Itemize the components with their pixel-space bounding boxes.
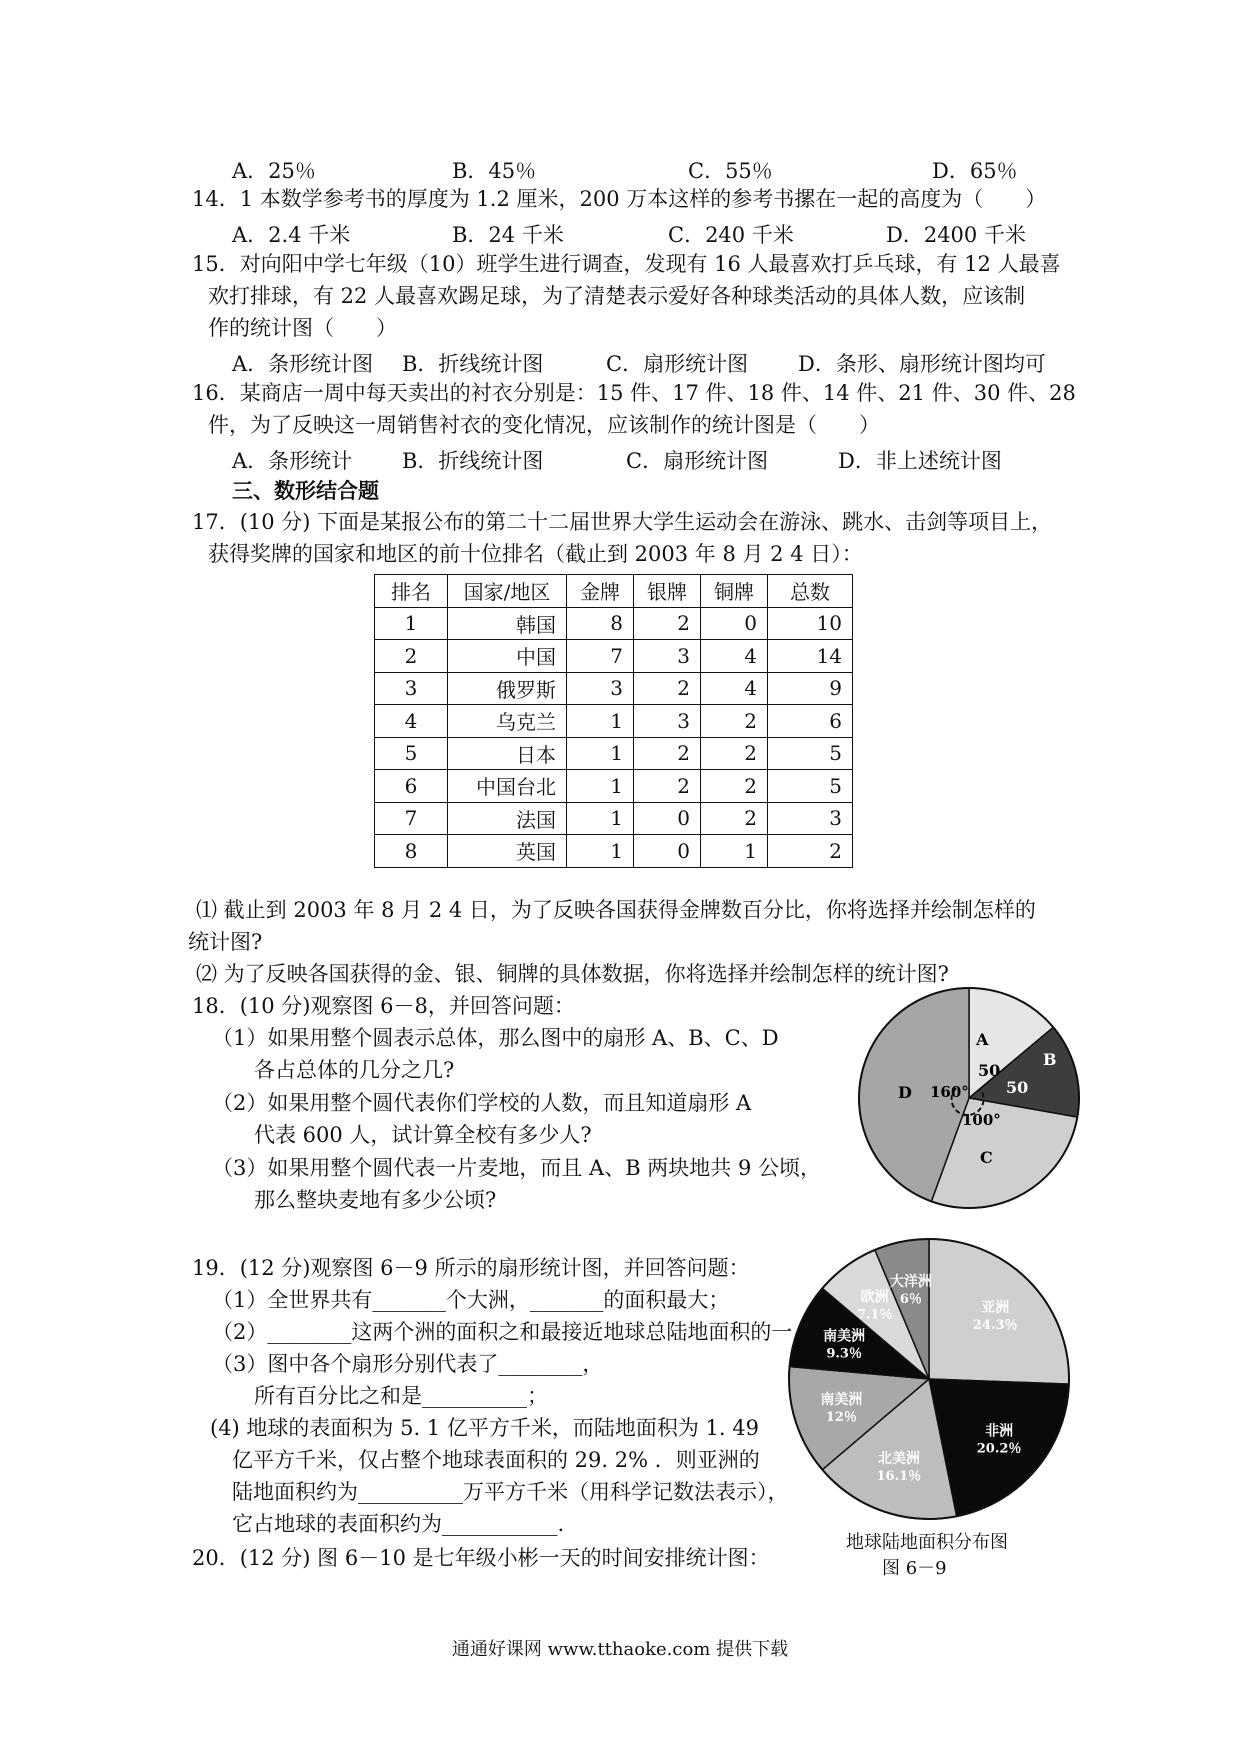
slice-value-label: 24.3％ — [972, 1318, 1018, 1334]
q19-sub2: （2）________这两个洲的面积之和最接近地球总陆地面积的一 — [212, 1320, 793, 1344]
section3-title: 三、数形结合题 — [232, 478, 379, 503]
slice-label: 欧洲 — [860, 1289, 889, 1306]
table-row — [375, 640, 853, 673]
table-cell: 6 — [768, 705, 853, 738]
table-cell: 3 — [768, 802, 853, 835]
q19-sub4-line1: (4) 地球的表面积为 5. 1 亿平方千米，而陆地面积为 1. 49 — [210, 1416, 759, 1440]
table-cell: 2 — [634, 672, 701, 705]
q19-sub4-line3: 陆地面积约为__________万平方千米（用科学记数法表示）， — [232, 1480, 789, 1504]
country-cell: 俄罗斯 — [448, 672, 567, 705]
table-cell: 3 — [375, 672, 448, 705]
slice-label-b: B — [1043, 1050, 1057, 1069]
table-row — [375, 835, 853, 868]
slice-label-d: D — [898, 1083, 912, 1102]
table-cell: 1 — [567, 705, 634, 738]
q19-sub3-line1: （3）图中各个扇形分别代表了________， — [212, 1352, 604, 1376]
slice-value-label: 9.3％ — [826, 1346, 862, 1362]
country-cell: 中国 — [448, 640, 567, 673]
table-cell: 7 — [375, 802, 448, 835]
q13-option-c: C．55％ — [688, 159, 773, 183]
slice-value-label: 20.2％ — [976, 1441, 1022, 1457]
country-cell: 乌克兰 — [448, 705, 567, 738]
table-cell: 1 — [567, 737, 634, 770]
q17-sub2: ⑵ 为了反映各国获得的金、银、铜牌的具体数据，你将选择并绘制怎样的统计图? — [196, 962, 949, 986]
table-row — [375, 770, 853, 803]
country-cell: 中国台北 — [448, 770, 567, 803]
table-cell: 2 — [701, 737, 768, 770]
q16-line1: 16．某商店一周中每天卖出的衬衣分别是：15 件、17 件、18 件、14 件、21 件、30 件、28 — [192, 381, 1076, 405]
q15-line2: 欢打排球，有 22 人最喜欢踢足球，为了清楚表示爱好各种球类活动的具体人数，应该制 — [208, 284, 1026, 308]
table-cell: 2 — [701, 705, 768, 738]
table-cell: 1 — [567, 802, 634, 835]
angle-label-b: 50 — [1006, 1078, 1029, 1097]
q16-option-c: C．扇形统计图 — [626, 449, 769, 473]
q18-sub2-line1: （2）如果用整个圆代表你们学校的人数，而且知道扇形 A — [212, 1091, 752, 1115]
q19-sub1: （1）全世界共有_______个大洲，_______的面积最大； — [212, 1288, 730, 1312]
q18-sub2-line2: 代表 600 人，试计算全校有多少人? — [254, 1123, 592, 1147]
q13-option-a: A．25％ — [232, 159, 316, 183]
q19-sub4-line2: 亿平方千米，仅占整个地球表面积的 29. 2% ．则亚洲的 — [232, 1448, 760, 1472]
angle-label-c: 100° — [962, 1111, 1001, 1129]
table-cell: 9 — [768, 672, 853, 705]
table-cell: 0 — [634, 802, 701, 835]
table-cell: 10 — [768, 607, 853, 640]
header-rank: 排名 — [375, 575, 448, 608]
q15-line3: 作的统计图（ ） — [208, 316, 397, 340]
table-cell: 0 — [701, 607, 768, 640]
table-cell: 2 — [375, 640, 448, 673]
table-cell: 3 — [634, 705, 701, 738]
table-cell: 2 — [634, 737, 701, 770]
q18-sub3-line2: 那么整块麦地有多少公顷? — [254, 1188, 497, 1212]
medal-table — [374, 574, 853, 868]
q15-option-c: C．扇形统计图 — [606, 352, 749, 376]
q14-option-d: D．2400 千米 — [886, 223, 1026, 247]
slice-label: 非洲 — [985, 1423, 1014, 1440]
q16-line2: 件，为了反映这一周销售衬衣的变化情况，应该制作的统计图是（ ） — [208, 413, 880, 437]
table-cell: 5 — [375, 737, 448, 770]
q18-stem: 18．(10 分)观察图 6－8，并回答问题： — [192, 994, 575, 1018]
q15-option-b: B．折线统计图 — [402, 352, 544, 376]
q17-line2: 获得奖牌的国家和地区的前十位排名（截止到 2003 年 8 月 2 4 日）： — [208, 542, 863, 566]
q15-line1: 15．对向阳中学七年级（10）班学生进行调查，发现有 16 人最喜欢打乒乓球，有 12 人最喜 — [192, 252, 1061, 276]
header-total: 总数 — [768, 575, 853, 608]
table-cell: 3 — [567, 672, 634, 705]
table-row — [375, 705, 853, 738]
q16-option-a: A．条形统计 — [232, 449, 353, 473]
q19-stem: 19．(12 分)观察图 6－9 所示的扇形统计图，并回答问题： — [192, 1256, 750, 1280]
header-bronze: 铜牌 — [701, 575, 768, 608]
table-cell: 1 — [567, 835, 634, 868]
footer-download-note: 通通好课网 www.tthaoke.com 提供下载 — [451, 1639, 789, 1660]
table-cell: 2 — [634, 770, 701, 803]
slice-label-c: C — [980, 1148, 993, 1167]
country-cell: 英国 — [448, 835, 567, 868]
figure-6-8-pie-chart — [856, 985, 1082, 1211]
q15-option-a: A．条形统计图 — [232, 352, 374, 376]
header-country: 国家/地区 — [448, 575, 567, 608]
table-cell: 2 — [768, 835, 853, 868]
table-cell: 4 — [701, 640, 768, 673]
table-cell: 1 — [567, 770, 634, 803]
q16-option-b: B．折线统计图 — [402, 449, 544, 473]
table-cell: 8 — [567, 607, 634, 640]
table-cell: 7 — [567, 640, 634, 673]
q19-sub4-line4: 它占地球的表面积约为___________. — [232, 1512, 565, 1536]
q18-sub1-line1: （1）如果用整个圆表示总体，那么图中的扇形 A、B、C、D — [212, 1026, 779, 1050]
slice-label: 南美洲 — [823, 1328, 866, 1345]
country-cell: 法国 — [448, 802, 567, 835]
q16-option-d: D．非上述统计图 — [838, 449, 1002, 473]
q20-stem: 20．(12 分) 图 6－10 是七年级小彬一天的时间安排统计图： — [192, 1546, 770, 1570]
q17-sub1-line2: 统计图? — [188, 930, 263, 954]
q14-stem: 14．1 本数学参考书的厚度为 1.2 厘米，200 万本这样的参考书摞在一起的高度为（ ） — [192, 187, 1047, 211]
header-silver: 银牌 — [634, 575, 701, 608]
table-cell: 2 — [701, 770, 768, 803]
figure-6-9-caption-title: 地球陆地面积分布图 — [846, 1532, 1008, 1553]
slice-value-label: 6％ — [899, 1291, 922, 1307]
table-cell: 5 — [768, 737, 853, 770]
table-cell: 3 — [634, 640, 701, 673]
q14-option-a: A．2.4 千米 — [232, 223, 351, 247]
q14-option-b: B．24 千米 — [452, 223, 564, 247]
figure-6-9-caption-number: 图 6－9 — [882, 1558, 947, 1579]
table-row — [375, 737, 853, 770]
slice-label: 大洋洲 — [889, 1273, 932, 1290]
table-cell: 0 — [634, 835, 701, 868]
q15-option-d: D．条形、扇形统计图均可 — [798, 352, 1046, 376]
q13-option-b: B．45％ — [452, 159, 537, 183]
table-cell: 4 — [701, 672, 768, 705]
table-cell: 5 — [768, 770, 853, 803]
q13-option-d: D．65％ — [932, 159, 1018, 183]
country-cell: 韩国 — [448, 607, 567, 640]
figure-6-9-pie-chart — [784, 1234, 1074, 1524]
angle-label-a: 50 — [978, 1061, 1001, 1080]
slice-value-label: 16.1％ — [876, 1468, 922, 1484]
angle-label-d: 160° — [930, 1083, 969, 1101]
slice-label: 南美洲 — [820, 1391, 863, 1408]
table-cell: 6 — [375, 770, 448, 803]
table-row — [375, 802, 853, 835]
slice-label: 北美洲 — [877, 1450, 920, 1467]
q17-sub1-line1: ⑴ 截止到 2003 年 8 月 2 4 日，为了反映各国获得金牌数百分比，你将选择并绘制怎样的 — [196, 898, 1036, 922]
q18-sub3-line1: （3）如果用整个圆代表一片麦地，而且 A、B 两块地共 9 公顷， — [212, 1156, 822, 1180]
slice-label-a: A — [976, 1030, 989, 1049]
slice-label: 亚洲 — [981, 1300, 1010, 1317]
table-row — [375, 607, 853, 640]
q19-sub3-line2: 所有百分比之和是__________； — [254, 1384, 548, 1408]
table-header-row — [375, 575, 853, 608]
country-cell: 日本 — [448, 737, 567, 770]
table-cell: 2 — [701, 802, 768, 835]
table-cell: 4 — [375, 705, 448, 738]
slice-value-label: 7.1％ — [856, 1307, 893, 1323]
table-cell: 2 — [634, 607, 701, 640]
table-cell: 8 — [375, 835, 448, 868]
table-cell: 1 — [701, 835, 768, 868]
q14-option-c: C．240 千米 — [668, 223, 794, 247]
slice-value-label: 12％ — [825, 1409, 857, 1425]
header-gold: 金牌 — [567, 575, 634, 608]
table-row — [375, 672, 853, 705]
q17-line1: 17．(10 分) 下面是某报公布的第二十二届世界大学生运动会在游泳、跳水、击剑等项目上， — [192, 510, 1053, 534]
table-cell: 1 — [375, 607, 448, 640]
q18-sub1-line2: 各占总体的几分之几? — [254, 1058, 455, 1082]
table-cell: 14 — [768, 640, 853, 673]
